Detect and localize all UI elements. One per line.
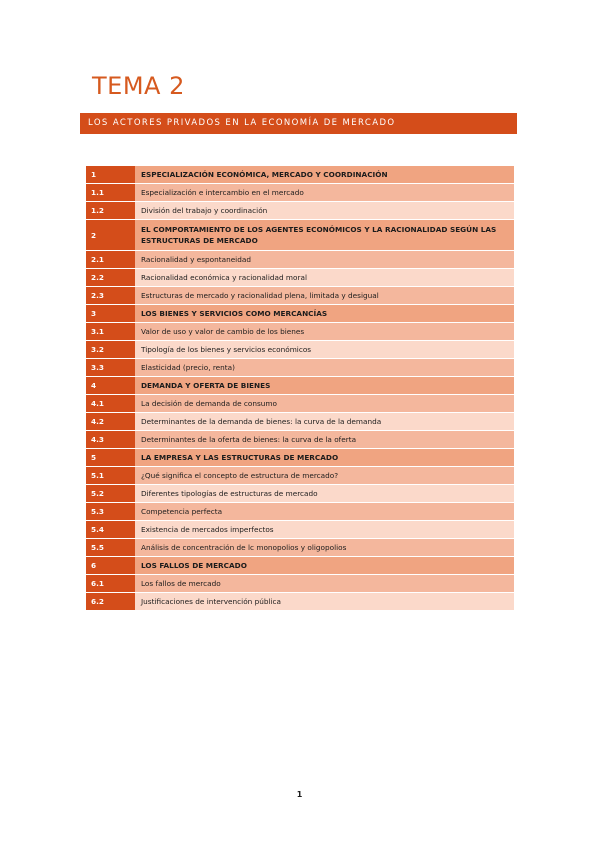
toc-subsection-row	[86, 485, 514, 503]
toc-subsection-row	[86, 503, 514, 521]
toc-entry-text: Existencia de mercados imperfectos	[135, 521, 514, 539]
toc-entry-text: Determinantes de la oferta de bienes: la curva de la oferta	[135, 431, 514, 449]
toc-subsection-row	[86, 341, 514, 359]
toc-entry-text: Determinantes de la demanda de bienes: la curva de la demanda	[135, 413, 514, 431]
toc-subsection-row	[86, 359, 514, 377]
table-of-contents	[86, 166, 514, 611]
toc-subsection-row	[86, 413, 514, 431]
toc-number: 3	[86, 305, 135, 323]
toc-number: 4.3	[86, 431, 135, 449]
page-title: TEMA 2	[92, 72, 185, 100]
toc-number: 2	[86, 220, 135, 251]
toc-entry-text: Estructuras de mercado y racionalidad plena, limitada y desigual	[135, 287, 514, 305]
toc-entry-text: ESPECIALIZACIÓN ECONÓMICA, MERCADO Y COORDINACIÓN	[135, 166, 514, 184]
toc-entry-text: DEMANDA Y OFERTA DE BIENES	[135, 377, 514, 395]
toc-entry-text: Los fallos de mercado	[135, 575, 514, 593]
toc-section-row	[86, 166, 514, 184]
toc-number: 1.2	[86, 202, 135, 220]
toc-entry-text: ¿Qué significa el concepto de estructura de mercado?	[135, 467, 514, 485]
toc-number: 6	[86, 557, 135, 575]
toc-subsection-row	[86, 575, 514, 593]
toc-number: 4.1	[86, 395, 135, 413]
toc-entry-text: Racionalidad económica y racionalidad moral	[135, 269, 514, 287]
toc-entry-text: LOS BIENES Y SERVICIOS COMO MERCANCÍAS	[135, 305, 514, 323]
toc-subsection-row	[86, 467, 514, 485]
toc-number: 6.2	[86, 593, 135, 611]
toc-number: 1.1	[86, 184, 135, 202]
toc-number: 6.1	[86, 575, 135, 593]
toc-number: 5.2	[86, 485, 135, 503]
toc-entry-text: Análisis de concentración de lc monopolios y oligopolios	[135, 539, 514, 557]
toc-entry-text: Diferentes tipologías de estructuras de mercado	[135, 485, 514, 503]
toc-section-row	[86, 557, 514, 575]
toc-entry-text: Valor de uso y valor de cambio de los bienes	[135, 323, 514, 341]
toc-entry-text: Tipología de los bienes y servicios económicos	[135, 341, 514, 359]
toc-number: 5.3	[86, 503, 135, 521]
toc-section-row	[86, 377, 514, 395]
toc-subsection-row	[86, 431, 514, 449]
toc-subsection-row	[86, 202, 514, 220]
toc-number: 2.3	[86, 287, 135, 305]
toc-subsection-row	[86, 269, 514, 287]
toc-number: 5.5	[86, 539, 135, 557]
toc-subsection-row	[86, 539, 514, 557]
toc-subsection-row	[86, 323, 514, 341]
toc-number: 1	[86, 166, 135, 184]
toc-entry-text: Competencia perfecta	[135, 503, 514, 521]
toc-number: 5.4	[86, 521, 135, 539]
toc-entry-text: Justificaciones de intervención pública	[135, 593, 514, 611]
toc-section-row	[86, 220, 514, 251]
toc-entry-text: LA EMPRESA Y LAS ESTRUCTURAS DE MERCADO	[135, 449, 514, 467]
toc-number: 5	[86, 449, 135, 467]
section-banner: LOS ACTORES PRIVADOS EN LA ECONOMÍA DE MERCADO	[80, 113, 517, 134]
page-number: 1	[296, 790, 303, 799]
toc-section-row	[86, 449, 514, 467]
toc-entry-text: EL COMPORTAMIENTO DE LOS AGENTES ECONÓMICOS Y LA RACIONALIDAD SEGÚN LAS ESTRUCTURAS DE MERCADO	[135, 220, 514, 251]
toc-subsection-row	[86, 251, 514, 269]
toc-number: 4	[86, 377, 135, 395]
toc-number: 4.2	[86, 413, 135, 431]
toc-entry-text: La decisión de demanda de consumo	[135, 395, 514, 413]
toc-entry-text: Especialización e intercambio en el mercado	[135, 184, 514, 202]
toc-number: 3.2	[86, 341, 135, 359]
toc-number: 2.2	[86, 269, 135, 287]
toc-number: 3.1	[86, 323, 135, 341]
toc-entry-text: Elasticidad (precio, renta)	[135, 359, 514, 377]
toc-section-row	[86, 305, 514, 323]
toc-entry-text: División del trabajo y coordinación	[135, 202, 514, 220]
toc-subsection-row	[86, 395, 514, 413]
toc-entry-text: Racionalidad y espontaneidad	[135, 251, 514, 269]
toc-entry-text: LOS FALLOS DE MERCADO	[135, 557, 514, 575]
toc-number: 3.3	[86, 359, 135, 377]
toc-number: 2.1	[86, 251, 135, 269]
toc-subsection-row	[86, 287, 514, 305]
toc-subsection-row	[86, 521, 514, 539]
toc-subsection-row	[86, 593, 514, 611]
toc-subsection-row	[86, 184, 514, 202]
toc-number: 5.1	[86, 467, 135, 485]
